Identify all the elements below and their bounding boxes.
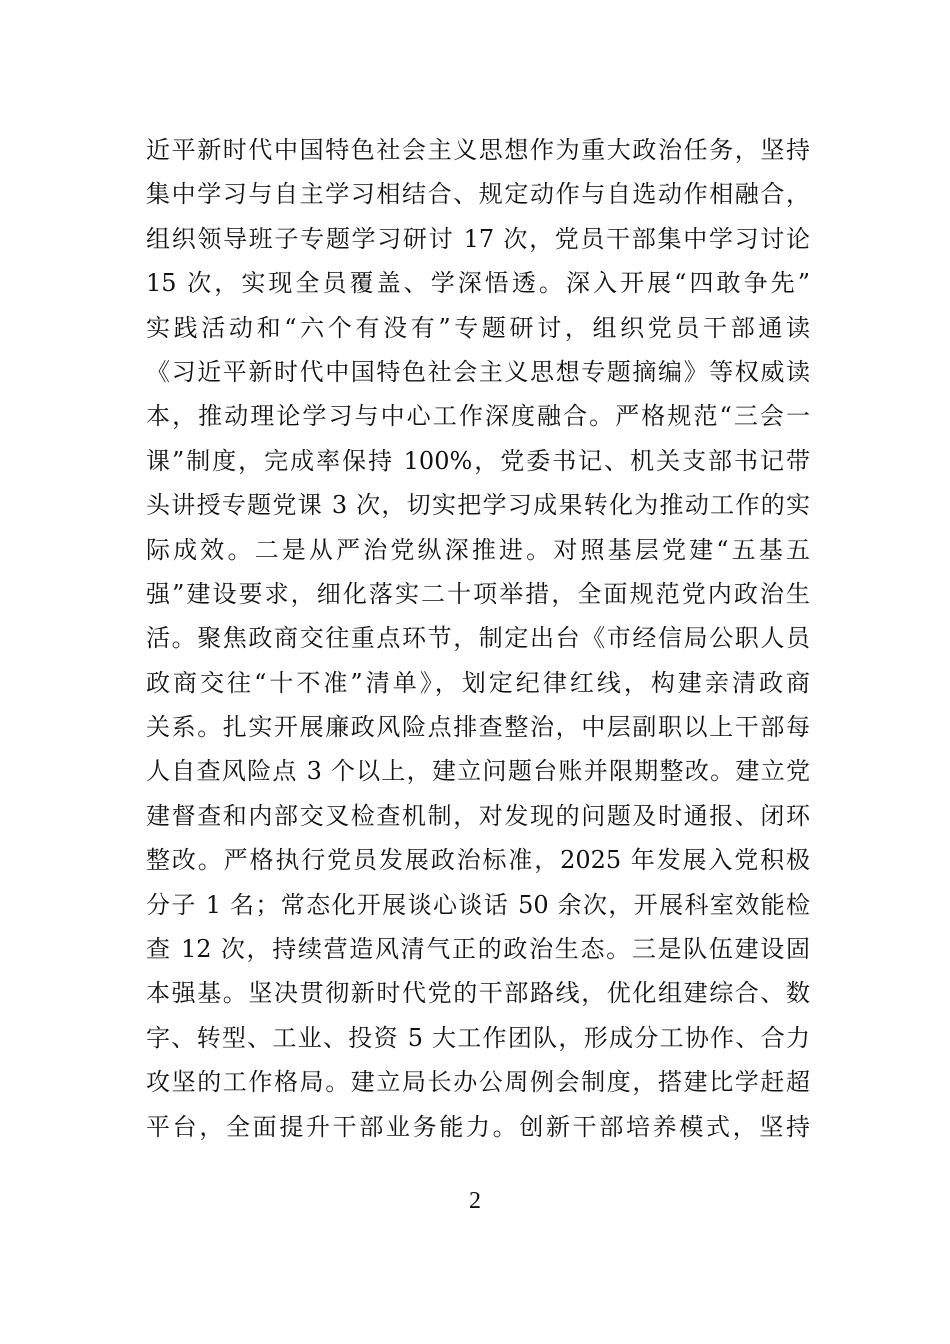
text-line: 活。聚焦政商交往重点环节，制定出台《市经信局公职人员 <box>146 624 810 653</box>
text-line: 分子 1 名；常态化开展谈心谈话 50 余次，开展科室效能检 <box>146 890 810 919</box>
text-line: 关系。扎实开展廉政风险点排查整治，中层副职以上干部每 <box>146 713 810 742</box>
text-line: 近平新时代中国特色社会主义思想作为重大政治任务，坚持 <box>146 136 810 164</box>
text-line: 集中学习与自主学习相结合、规定动作与自选动作相融合， <box>146 180 810 209</box>
text-line: 本强基。坚决贯彻新时代党的干部路线，优化组建综合、数 <box>146 979 810 1008</box>
text-line: 人自查风险点 3 个以上，建立问题台账并限期整改。建立党 <box>146 757 810 786</box>
body-paragraph <box>146 128 810 1149</box>
text-line: 强”建设要求，细化落实二十项举措，全面规范党内政治生 <box>146 579 810 608</box>
text-line: 政商交往“十不准”清单》，划定纪律红线，构建亲清政商 <box>146 668 810 697</box>
text-line: 际成效。二是从严治党纵深推进。对照基层党建“五基五 <box>146 535 810 564</box>
text-line: 头讲授专题党课 3 次，切实把学习成果转化为推动工作的实 <box>146 491 810 520</box>
text-line: 整改。严格执行党员发展政治标准，2025 年发展入党积极 <box>146 846 810 875</box>
text-line: 建督查和内部交叉检查机制，对发现的问题及时通报、闭环 <box>146 801 810 830</box>
text-line: 课”制度，完成率保持 100%，党委书记、机关支部书记带 <box>146 446 810 475</box>
text-line: 《习近平新时代中国特色社会主义思想专题摘编》等权威读 <box>146 357 810 386</box>
text-line: 攻坚的工作格局。建立局长办公周例会制度，搭建比学赶超 <box>146 1068 810 1097</box>
text-line: 组织领导班子专题学习研讨 17 次，党员干部集中学习讨论 <box>146 224 810 253</box>
text-line: 查 12 次，持续营造风清气正的政治生态。三是队伍建设固 <box>146 935 810 964</box>
text-line: 字、转型、工业、投资 5 大工作团队，形成分工协作、合力 <box>146 1023 810 1052</box>
text-line: 15 次，实现全员覆盖、学深悟透。深入开展“四敢争先” <box>146 269 810 298</box>
text-line: 实践活动和“六个有没有”专题研讨，组织党员干部通读 <box>146 313 810 342</box>
page-number: 2 <box>469 1188 481 1214</box>
text-line: 本，推动理论学习与中心工作深度融合。严格规范“三会一 <box>146 402 810 431</box>
text-line: 平台，全面提升干部业务能力。创新干部培养模式，坚持 <box>146 1112 810 1141</box>
